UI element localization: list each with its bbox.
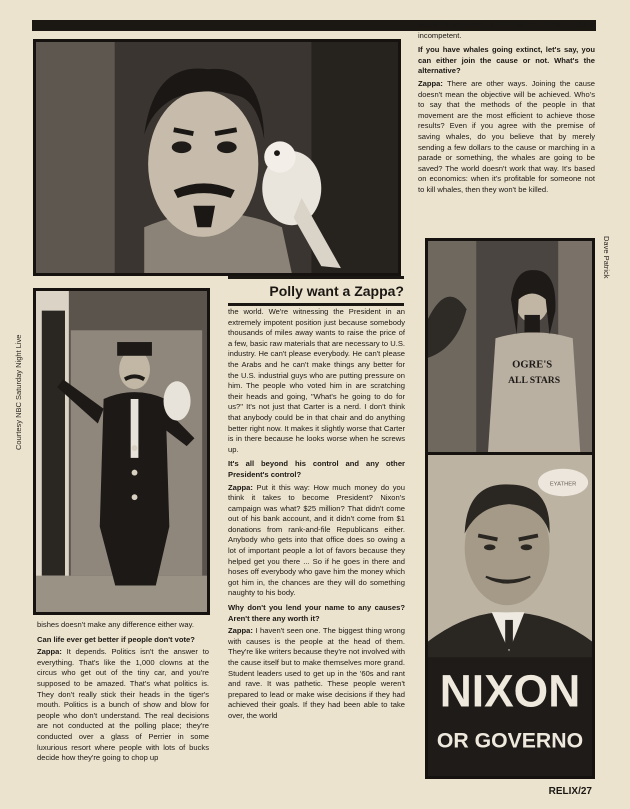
paragraph: the world. We're witnessing the President in an extremely impotent position just because somebody thousands of miles away wants to raise the price of a few, basic raw materials that are necessary to U.S. industry. He can't please everybody. He can't please the Arabs and he can't make things any better for the U.S. industrial guys who are putting pressure on him. The people who voted him in are scratching their heads and going, "What's he going to do for us?" It's not just that Carter is a nerd. I don't think that anybody could be in that chair and do anything better right now. It makes it slightly worse that Carter is in there because he looks worse when he screws up. [228, 307, 405, 454]
interview-question: It's all beyond his control and any other President's control? [228, 459, 405, 479]
tshirt-text-line2: ALL STARS [508, 374, 561, 387]
speaker-label: Zappa: [228, 626, 253, 636]
answer-text: It depends. Politics isn't the answer to everything. That's like the 1,000 clowns at the circus who get out of the tiny car, and you're supposed to be amazed. That's what politics is. They don't really stick their heads in the tiger's mouth. Politics is a bunch of show and blow for people who don't understand. The real decisions are not conducted at the polling place; they're conducted over a glass of Perrier in some luxurious resort where people with lots of bucks decide how they're going to chop up [37, 647, 209, 763]
answer-text: There are other ways. Joining the cause doesn't mean the objective will be achieved. Who's to say that the methods of the people in that movement are the most efficient to achieve those results? Even if you agree with the premise of saving whales, do you believe that by merely sending a few dollars to the cause or marching in a parade or something, the whales are going to be saved? The world doesn't work that way. It's based on economics: when it's profitable for someone not to kill whales, then they won't be killed. [418, 78, 595, 194]
interview-answer [418, 79, 595, 196]
interview-answer [228, 483, 405, 600]
article-column-middle [228, 307, 405, 724]
interview-question: Why don't you lend your name to any causes? Aren't there any worth it? [228, 603, 405, 623]
photo-man-in-tshirt [425, 238, 595, 458]
photo-credit-right: Dave Patrick [602, 236, 611, 279]
photo-credit-left: Courtesy NBC Saturday Night Live [14, 334, 23, 450]
interview-answer [228, 626, 405, 721]
photo-zappa-with-parrot [33, 39, 401, 276]
interview-question: Can life ever get better if people don't vote? [37, 634, 195, 644]
interview-answer [37, 647, 209, 764]
tshirt-text-line1: OGRE'S [512, 359, 553, 371]
paragraph: bishes doesn't make any difference either way. [37, 620, 194, 629]
photo-costumed-man [33, 288, 210, 615]
article-column-left [37, 620, 209, 766]
speaker-label: Zappa: [37, 647, 62, 657]
poster-nixon-text: NIXON [439, 665, 581, 717]
speaker-label: Zappa: [418, 78, 443, 88]
poster-governor-text: OR GOVERNO [436, 728, 584, 753]
paragraph: would have been a lot worse. They're totally incompetent. [418, 20, 595, 40]
page-footer: RELIX/27 [548, 786, 592, 797]
answer-text: Put it this way: How much money do you think it takes to become President? Nixon's campaign was what? $25 million? That didn't come out of his bank account, and it didn't come from $1 donations from rank-and-file Republicans either. Anybody who gets into that office does so owing a lot of important people a lot of favors because they helped get you there ... So if he goes in there and hoses off everybody who gave him the money which got him in, the chances are they will do something naughty to his body. [228, 482, 405, 598]
article-column-right [418, 20, 595, 198]
answer-text: I haven't seen one. The biggest thing wrong with causes is the people at the head of them. They're like writers because they're not involved with the cause itself but to make themselves more grand. Student leaders used to get up in the '60s and rant and rave. It was pathetic. These people weren't prepared to lead or make wise decisions if they had achieved their goals. If they had been able to take over, the world [228, 626, 405, 720]
article-headline: Polly want a Zappa? [228, 276, 404, 306]
photo-nixon-poster [425, 452, 595, 779]
interview-question: If you have whales going extinct, let's say, you can either join the cause or not. What's the alternative? [418, 45, 595, 76]
poster-bubble-text: EYATHER [549, 481, 577, 488]
speaker-label: Zappa: [228, 482, 253, 492]
